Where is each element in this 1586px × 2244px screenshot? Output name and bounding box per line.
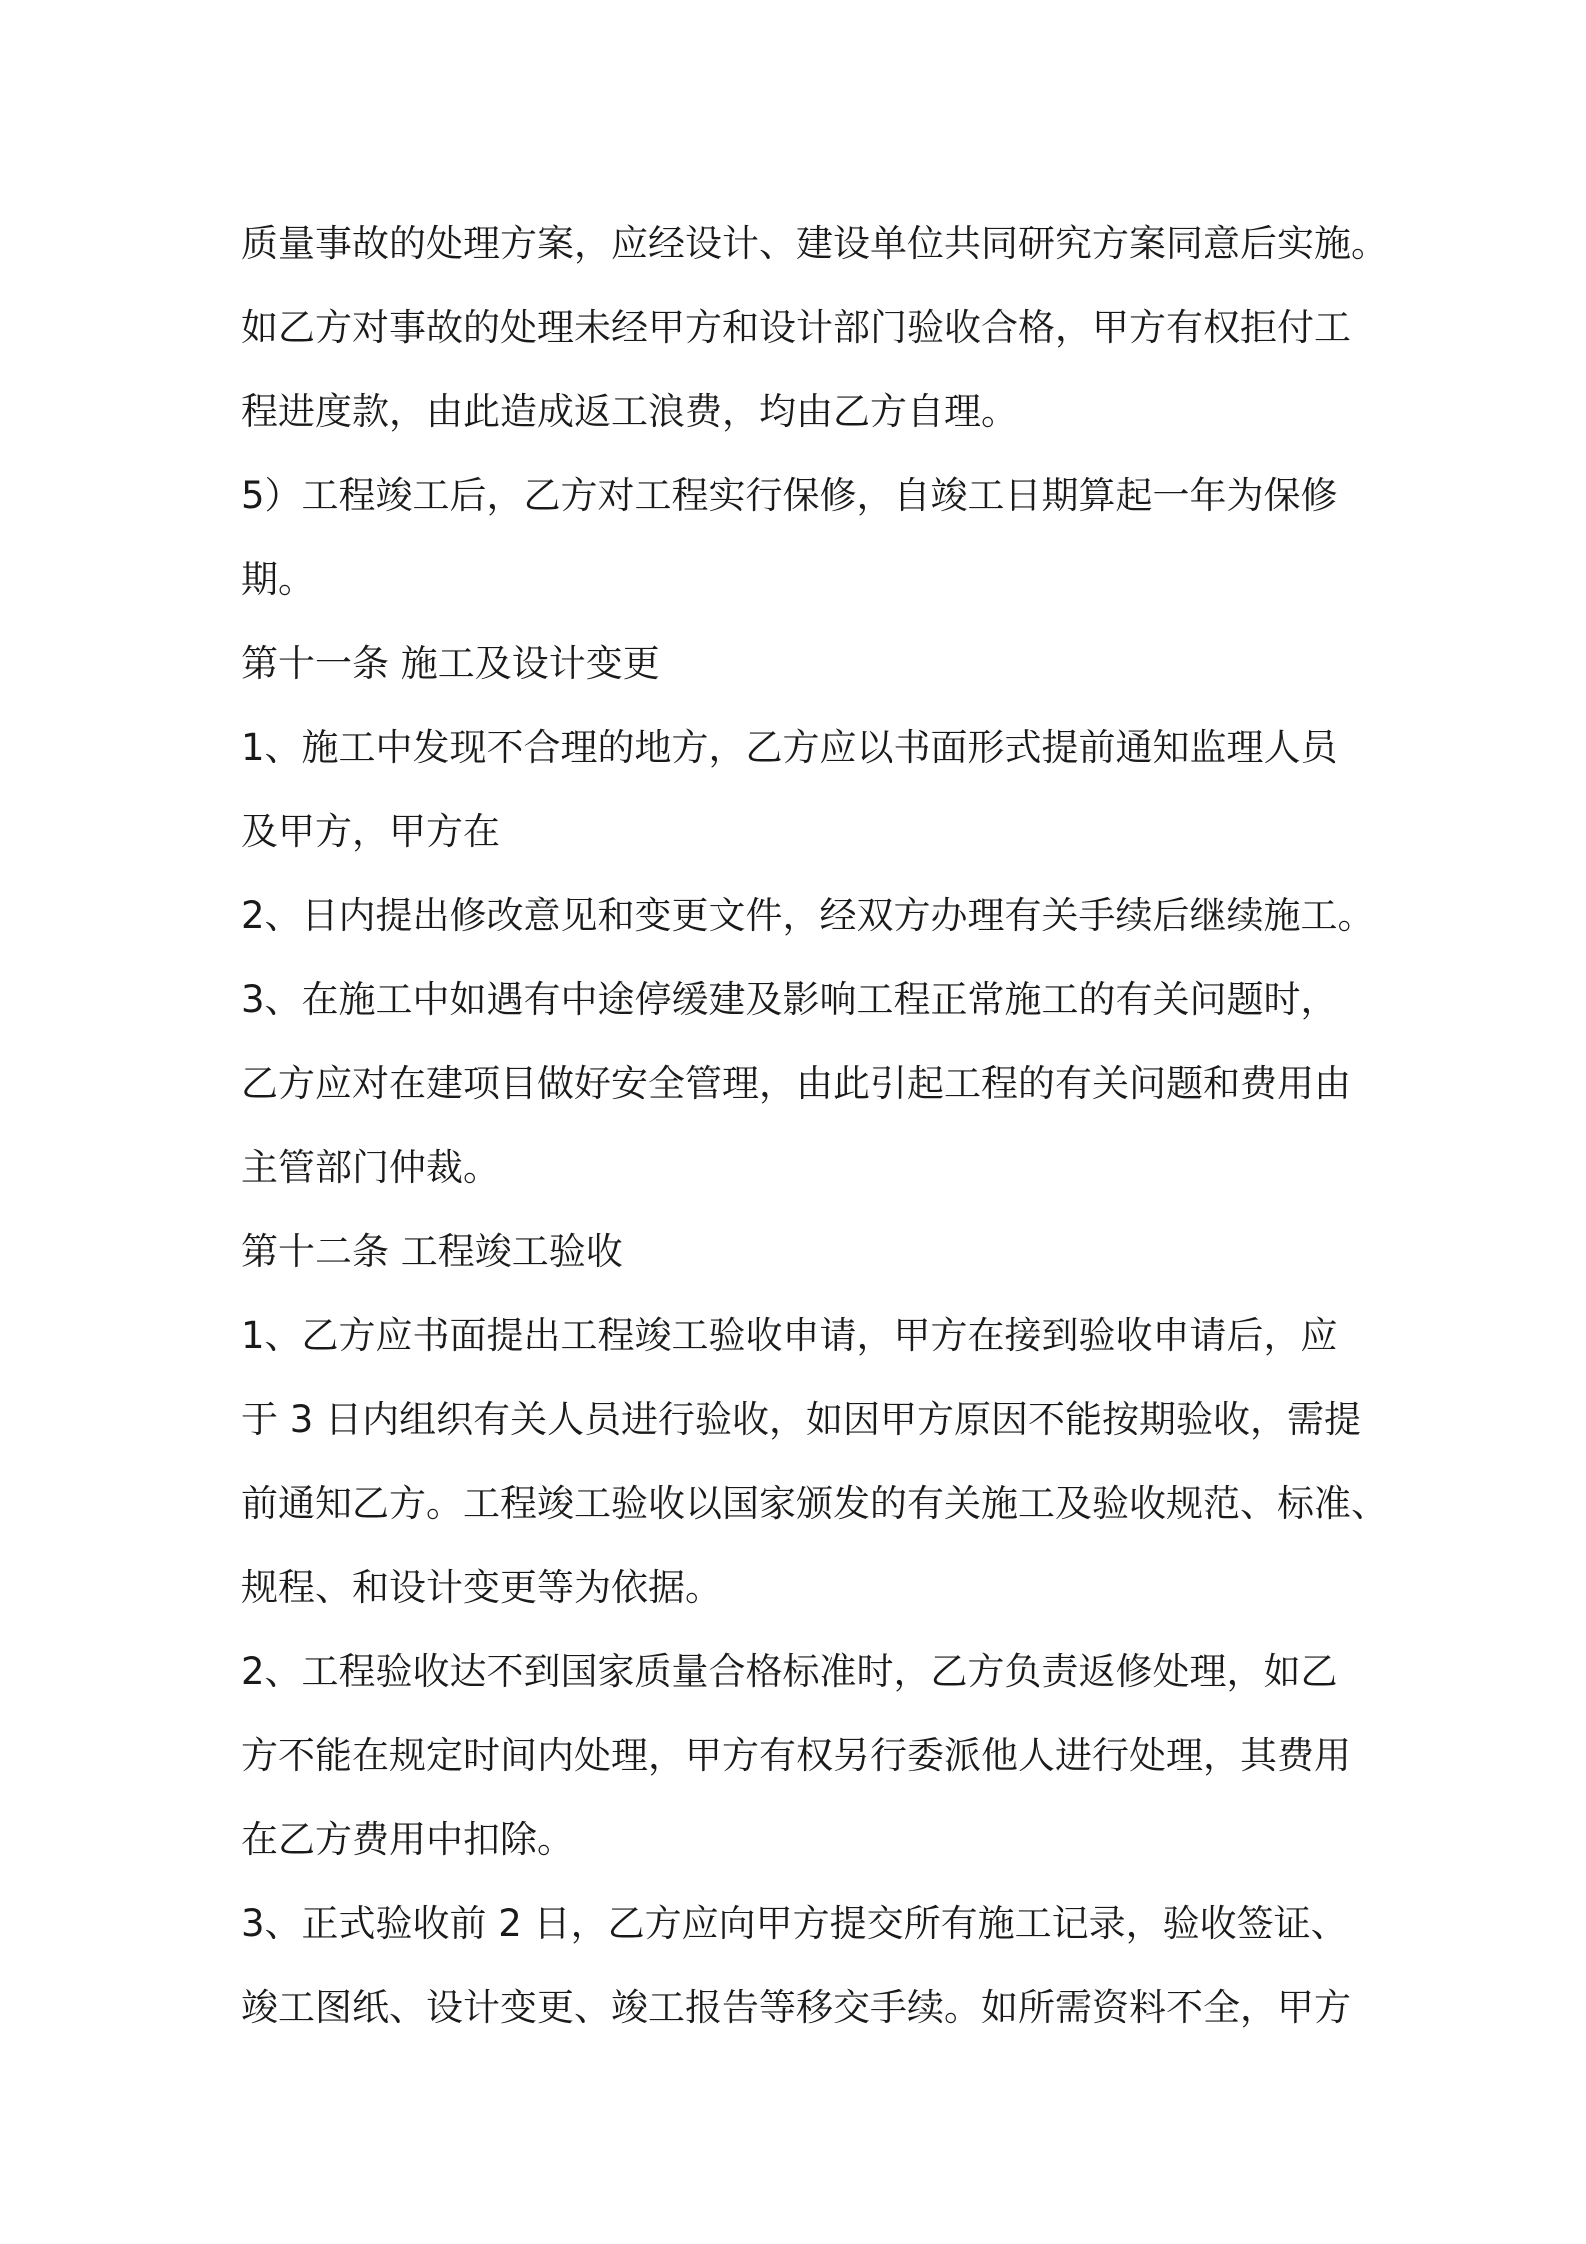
text-line: 竣工图纸、设计变更、竣工报告等移交手续。如所需资料不全，甲方	[241, 1986, 1351, 2029]
section-heading-12: 第十二条 工程竣工验收	[241, 1230, 623, 1273]
text-line: 及甲方，甲方在	[241, 810, 500, 853]
text-line: 3、在施工中如遇有中途停缓建及影响工程正常施工的有关问题时，	[241, 978, 1338, 1021]
document-body	[241, 202, 1388, 2050]
text-line: 主管部门仲裁。	[241, 1146, 500, 1189]
text-line: 2、日内提出修改意见和变更文件，经双方办理有关手续后继续施工。	[241, 894, 1375, 937]
text-line: 质量事故的处理方案，应经设计、建设单位共同研究方案同意后实施。	[241, 222, 1388, 265]
text-line: 程进度款，由此造成返工浪费，均由乙方自理。	[241, 390, 1018, 433]
text-line: 如乙方对事故的处理未经甲方和设计部门验收合格，甲方有权拒付工	[241, 306, 1351, 349]
text-line: 于 3 日内组织有关人员进行验收，如因甲方原因不能按期验收，需提	[241, 1398, 1362, 1441]
text-line: 乙方应对在建项目做好安全管理，由此引起工程的有关问题和费用由	[241, 1062, 1351, 1105]
text-line: 3、正式验收前 2 日，乙方应向甲方提交所有施工记录，验收签证、	[241, 1902, 1348, 1945]
text-line: 1、乙方应书面提出工程竣工验收申请，甲方在接到验收申请后，应	[241, 1314, 1338, 1357]
text-line: 1、施工中发现不合理的地方，乙方应以书面形式提前通知监理人员	[241, 726, 1338, 769]
text-line: 期。	[241, 558, 315, 601]
text-line: 前通知乙方。工程竣工验收以国家颁发的有关施工及验收规范、标准、	[241, 1482, 1388, 1525]
text-line: 规程、和设计变更等为依据。	[241, 1566, 722, 1609]
text-line: 在乙方费用中扣除。	[241, 1818, 574, 1861]
section-heading-11: 第十一条 施工及设计变更	[241, 642, 660, 685]
text-line: 5）工程竣工后，乙方对工程实行保修，自竣工日期算起一年为保修	[241, 474, 1338, 517]
text-line: 2、工程验收达不到国家质量合格标准时，乙方负责返修处理，如乙	[241, 1650, 1338, 1693]
text-line: 方不能在规定时间内处理，甲方有权另行委派他人进行处理，其费用	[241, 1734, 1351, 1777]
